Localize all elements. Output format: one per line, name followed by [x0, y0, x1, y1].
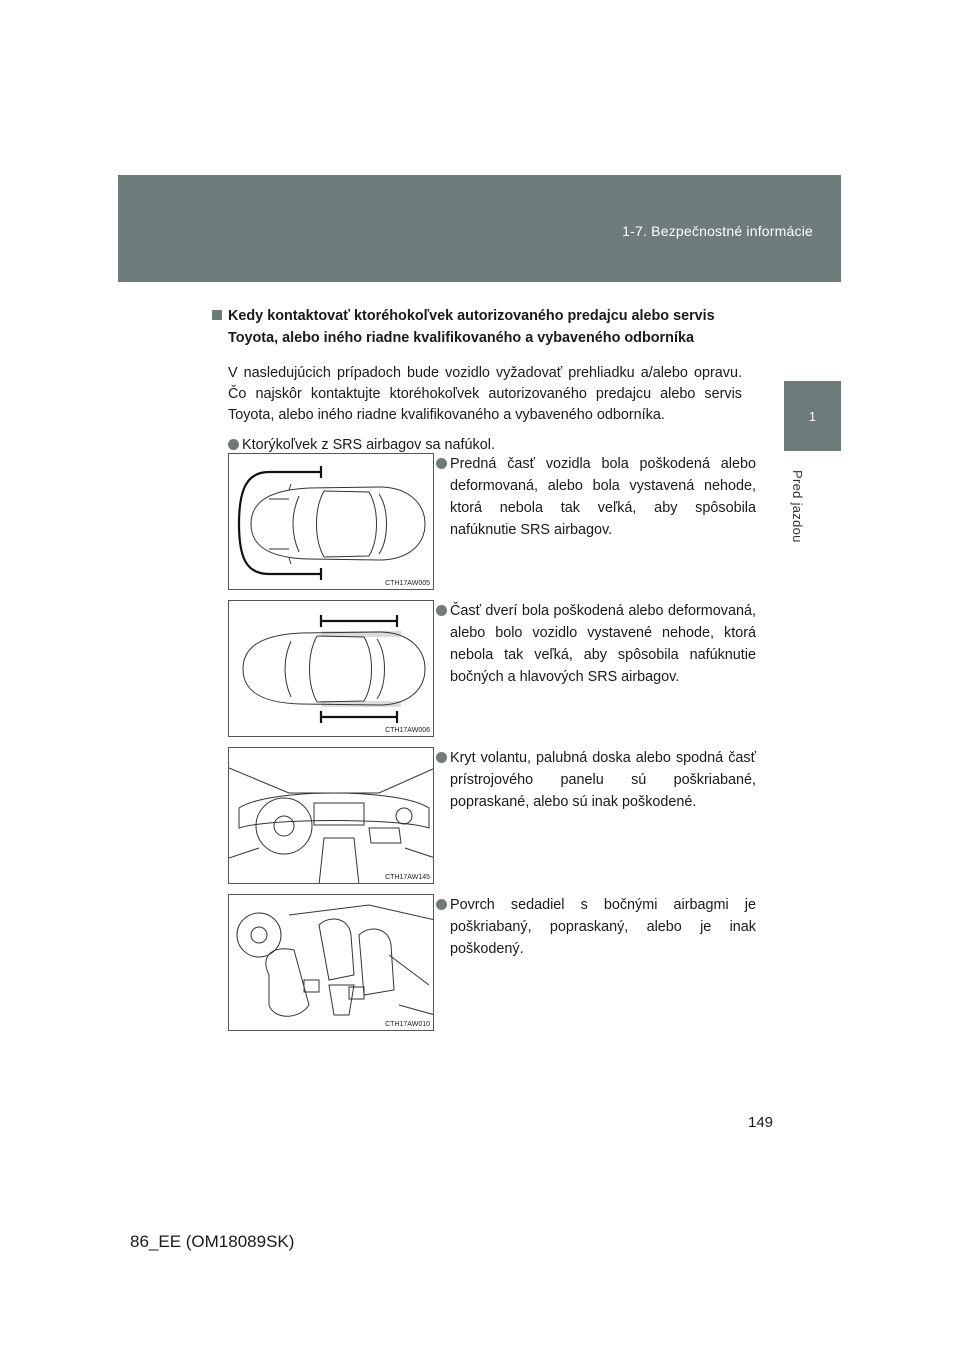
- bullet-dot-icon: [436, 899, 447, 910]
- car-front-damage-illustration: [228, 453, 434, 590]
- heading-text: Kedy kontaktovať ktoréhokoľvek autorizovaného predajcu alebo servis Toyota, alebo iného riadne kvalifikovaného a vybaveného odborníka: [228, 308, 715, 346]
- bullet-dot-icon: [228, 439, 239, 450]
- intro-paragraph: V nasledujúcich prípadoch bude vozidlo vyžadovať prehliadku a/alebo opravu. Čo najskôr kontaktujte ktoréhokoľvek autorizovaného predajcu alebo servis Toyota, alebo iného riadne kvalifikovaného a vybaveného odborníka.: [228, 365, 742, 423]
- bullet-dashboard: [436, 747, 756, 813]
- car-door-damage-illustration: [228, 600, 434, 737]
- figure-code: CTH17AW145: [385, 874, 430, 881]
- bullet-seats: [436, 894, 756, 960]
- dashboard-icon: [229, 748, 434, 884]
- chapter-number: 1: [808, 409, 817, 424]
- bullet-text: Ktorýkoľvek z SRS airbagov sa nafúkol.: [242, 437, 495, 453]
- bullet-text: Povrch sedadiel s bočnými airbagmi je poškriabaný, popraskaný, alebo je inak poškodený.: [450, 897, 756, 957]
- seat-icon: [229, 895, 434, 1031]
- dashboard-damage-illustration: [228, 747, 434, 884]
- bullet-text: Kryt volantu, palubná doska alebo spodná časť prístrojového panelu sú poškriabané, popraskané, alebo sú inak poškodené.: [450, 750, 756, 810]
- chapter-tab: [784, 381, 841, 451]
- bullet-text: Predná časť vozidla bola poškodená alebo deformovaná, alebo bola vystavená nehode, ktorá nebola tak veľká, aby spôsobila nafúknutie SRS airbagov.: [450, 456, 756, 538]
- main-content: [212, 305, 742, 456]
- bullet-dot-icon: [436, 605, 447, 616]
- square-bullet-icon: [212, 310, 222, 320]
- section-title: 1-7. Bezpečnostné informácie: [622, 223, 813, 239]
- bullet-door-damage: [436, 600, 756, 688]
- bullet-dot-icon: [436, 752, 447, 763]
- car-top-view-icon: [229, 601, 434, 737]
- figure-code: CTH17AW006: [385, 727, 430, 734]
- section-heading: [212, 305, 742, 349]
- figure-code: CTH17AW010: [385, 1021, 430, 1028]
- header-band: [118, 175, 841, 282]
- chapter-label-container: [770, 470, 830, 570]
- chapter-label: Pred jazdou: [790, 470, 805, 543]
- seat-damage-illustration: [228, 894, 434, 1031]
- bullet-text: Časť dverí bola poškodená alebo deformovaná, alebo bolo vozidlo vystavené nehode, ktorá nebola tak veľká, aby spôsobila nafúknutie bočných a hlavových SRS airbagov.: [450, 603, 756, 685]
- bullet-dot-icon: [436, 458, 447, 469]
- manual-code: 86_EE (OM18089SK): [130, 1232, 295, 1251]
- figure-code: CTH17AW005: [385, 580, 430, 587]
- page-number: 149: [748, 1114, 774, 1131]
- car-top-view-icon: [229, 454, 434, 590]
- bullet-front-damage: [436, 453, 756, 541]
